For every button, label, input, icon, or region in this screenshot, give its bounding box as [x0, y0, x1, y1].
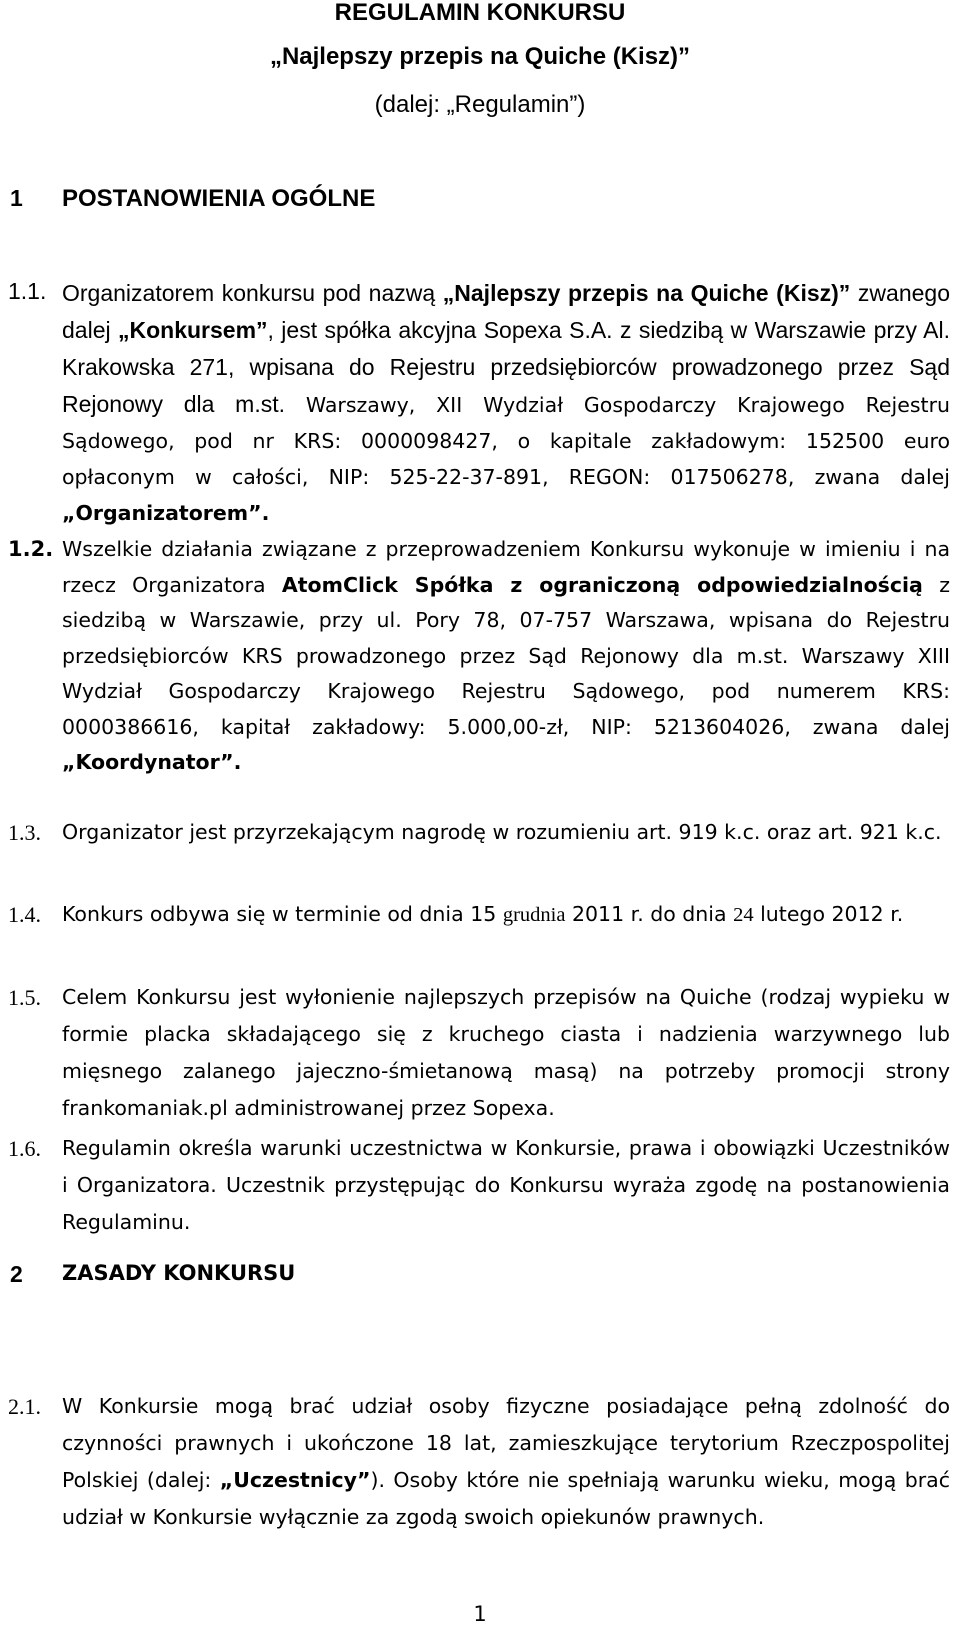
clause-text: Regulamin określa warunki uczestnictwa w Konkursie, prawa i obowiązki Uczestników i Organizatora. Uczestnik przystępując do Konkursu wyraża zgodę na postanowienia Regulaminu.: [62, 1136, 950, 1234]
section-number: 1: [10, 185, 23, 211]
clause-text: [62, 275, 950, 531]
clause-number: 1.3.: [8, 820, 41, 845]
clause-text: [62, 896, 950, 934]
day-number: 24: [733, 904, 754, 926]
text-run: ). Osoby które nie spełniają warunku wieku, mogą brać udział w Konkursie wyłącznie za zgodą swoich opiekunów prawnych.: [62, 1468, 950, 1529]
clause-number: 1.4.: [8, 902, 41, 927]
participants-alias-ref: „Uczestnicy”: [219, 1468, 371, 1492]
clause-text: Organizator jest przyrzekającym nagrodę w rozumieniu art. 919 k.c. oraz art. 921 k.c.: [62, 820, 942, 844]
contest-alias-ref: „Konkursem”: [117, 317, 268, 343]
clause-number: 1.6.: [8, 1136, 41, 1161]
text-run: Konkurs odbywa się w terminie od dnia 15: [62, 902, 503, 926]
organizer-alias-ref: „Organizatorem”.: [62, 501, 270, 525]
clause-number: 1.5.: [8, 985, 41, 1010]
clause-number: 1.2.: [8, 537, 54, 561]
text-run: Wszelkie działania związane z przeprowadzeniem Konkursu wykonuje w imieniu i na rzecz Organizatora: [62, 537, 950, 597]
contest-name-ref: „Najlepszy przepis na Quiche (Kisz)”: [442, 280, 851, 306]
text-run: W Konkursie mogą brać udział osoby fizyczne posiadające pełną zdolność do czynności prawnych i ukończone 18 lat, zamieszkujące terytorium Rzeczpospolitej Polskiej (dalej:: [62, 1394, 950, 1492]
clause-number: 1.1.: [8, 278, 47, 304]
text-run: 2011 r. do dnia: [565, 902, 734, 926]
section-title: ZASADY KONKURSU: [62, 1261, 296, 1285]
clause-text: [62, 532, 950, 781]
document-alias: (dalej: „Regulamin”): [374, 91, 586, 118]
text-run: Warszawy, XII Wydział Gospodarczy Krajowego Rejestru Sądowego, pod nr KRS: 0000098427, o kapitale zakładowym: 152500 euro opłaconym w całości, NIP: 525-22-37-891, REGON: 017506278, zwana dalej: [62, 393, 950, 489]
page-number: 1: [473, 1602, 487, 1626]
text-run: z siedzibą w Warszawie, przy ul. Pory 78, 07-757 Warszawa, wpisana do Rejestru przedsiębiorców KRS prowadzonego przez Sąd Rejonowy dla m.st. Warszawy XIII Wydział Gospodarczy Krajowego Rejestru Sądowego, pod numerem KRS: 0000386616, kapitał zakładowy: 5.000,00-zł, NIP: 5213604026, zwana dalej: [62, 572, 950, 739]
coordinator-alias-ref: „Koordynator”.: [62, 750, 242, 774]
clause-number: 2.1.: [8, 1394, 41, 1419]
month-word: grudnia: [502, 904, 566, 926]
coordinator-company-name: AtomClick Spółka z ograniczoną odpowiedzialnością: [281, 572, 923, 597]
contest-name: „Najlepszy przepis na Quiche (Kisz)”: [269, 43, 691, 70]
text-run: zwanego dalej: [62, 280, 950, 343]
text-run: , jest spółka akcyjna Sopexa S.A. z siedzibą w Warszawie przy Al. Krakowska 271, wpisana do Rejestru przedsiębiorców prowadzonego przez Sąd Rejonowy dla m.st.: [62, 317, 950, 417]
text-run: Organizatorem konkursu pod nazwą: [62, 280, 443, 306]
text-run: lutego 2012 r.: [753, 902, 904, 926]
section-title: POSTANOWIENIA OGÓLNE: [62, 185, 376, 212]
document-title: REGULAMIN KONKURSU: [334, 0, 626, 26]
clause-text: [62, 1388, 950, 1536]
clause-text: Celem Konkursu jest wyłonienie najlepszych przepisów na Quiche (rodzaj wypieku w formie placka składającego się z kruchego ciasta i nadzienia warzywnego lub mięsnego zalanego jajeczno-śmietanową masą) na potrzeby promocji strony frankomaniak.pl administrowanej przez Sopexa.: [62, 985, 950, 1120]
section-number: 2: [10, 1261, 23, 1287]
